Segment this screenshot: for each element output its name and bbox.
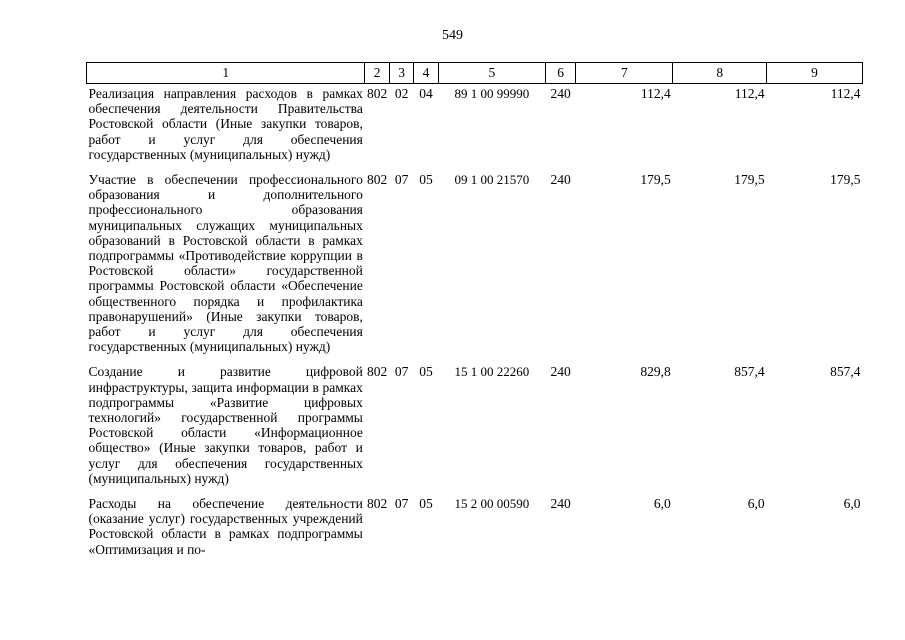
cell-amount-2: 857,4 [734,364,765,380]
column-header: 3 [389,63,413,84]
cell-target-code: 15 1 00 22260 [454,364,530,380]
table-header-row [87,63,863,84]
cell-section: 02 [394,86,409,101]
column-header: 8 [673,63,767,84]
cell-amount-3: 857,4 [830,364,861,380]
cell-ministry-code: 802 [366,86,388,101]
cell-expense-type: 240 [550,172,571,188]
cell-section: 07 [394,172,409,188]
cell-ministry-code: 802 [366,364,388,380]
cell-amount-3: 6,0 [843,496,861,512]
table-row [87,362,863,494]
column-header: 5 [438,63,545,84]
cell-expense-type: 240 [550,86,571,101]
cell-expense-type: 240 [550,364,571,380]
cell-subsection: 04 [419,86,433,101]
cell-expense-type: 240 [550,496,571,512]
cell-subsection: 05 [419,364,433,380]
cell-target-code: 89 1 00 99990 [454,86,530,101]
column-header: 7 [576,63,673,84]
cell-ministry-code: 802 [366,172,388,188]
cell-target-code: 15 2 00 00590 [454,496,530,512]
column-header: 2 [365,63,389,84]
table-row [87,170,863,362]
cell-target-code: 09 1 00 21570 [454,172,530,188]
cell-amount-3: 179,5 [830,172,861,188]
table-row [87,494,863,565]
table-row [87,84,863,171]
cell-ministry-code: 802 [366,496,388,512]
row-description: Участие в обеспечении профессионального образования и дополнительного профессионального образования муниципальных служащих муниципальных образований в Ростовской области в рамках подпрограммы «Противодействие коррупции в Ростовской области» государственной программы Ростовской области «Обеспечение общественного порядка и профилактика правонарушений» (Иные закупки товаров, работ и услуг для обеспечения государственных (муниципальных) нужд) [88,172,363,355]
cell-section: 07 [394,364,409,380]
column-header: 6 [545,63,576,84]
column-header: 1 [87,63,365,84]
cell-amount-2: 6,0 [747,496,765,512]
row-description: Создание и развитие цифровой инфраструктуры, защита информации в рамках подпрограммы «Развитие цифровых технологий» государственной программы Ростовской области «Информационное общество» (Иные закупки товаров, работ и услуг для обеспечения государственных (муниципальных) нужд) [88,364,363,486]
page-number: 549 [442,28,463,43]
cell-amount-1: 829,8 [640,364,671,380]
column-header: 4 [414,63,438,84]
row-description: Расходы на обеспечение деятельности (оказание услуг) государственных учреждений Ростовской области в рамках подпрограммы «Оптимизация и по- [88,496,363,557]
cell-amount-1: 112,4 [640,86,671,101]
cell-amount-1: 6,0 [653,496,671,512]
row-description: Реализация направления расходов в рамках обеспечения деятельности Правительства Ростовской области (Иные закупки товаров, работ и услуг для обеспечения государственных (муниципальных) нужд) [88,86,363,162]
column-header: 9 [767,63,863,84]
cell-amount-3: 112,4 [830,86,861,101]
cell-section: 07 [394,496,409,512]
cell-subsection: 05 [419,172,433,188]
cell-subsection: 05 [419,496,433,512]
cell-amount-1: 179,5 [640,172,671,188]
cell-amount-2: 112,4 [734,86,765,101]
cell-amount-2: 179,5 [734,172,765,188]
budget-table [86,62,863,565]
